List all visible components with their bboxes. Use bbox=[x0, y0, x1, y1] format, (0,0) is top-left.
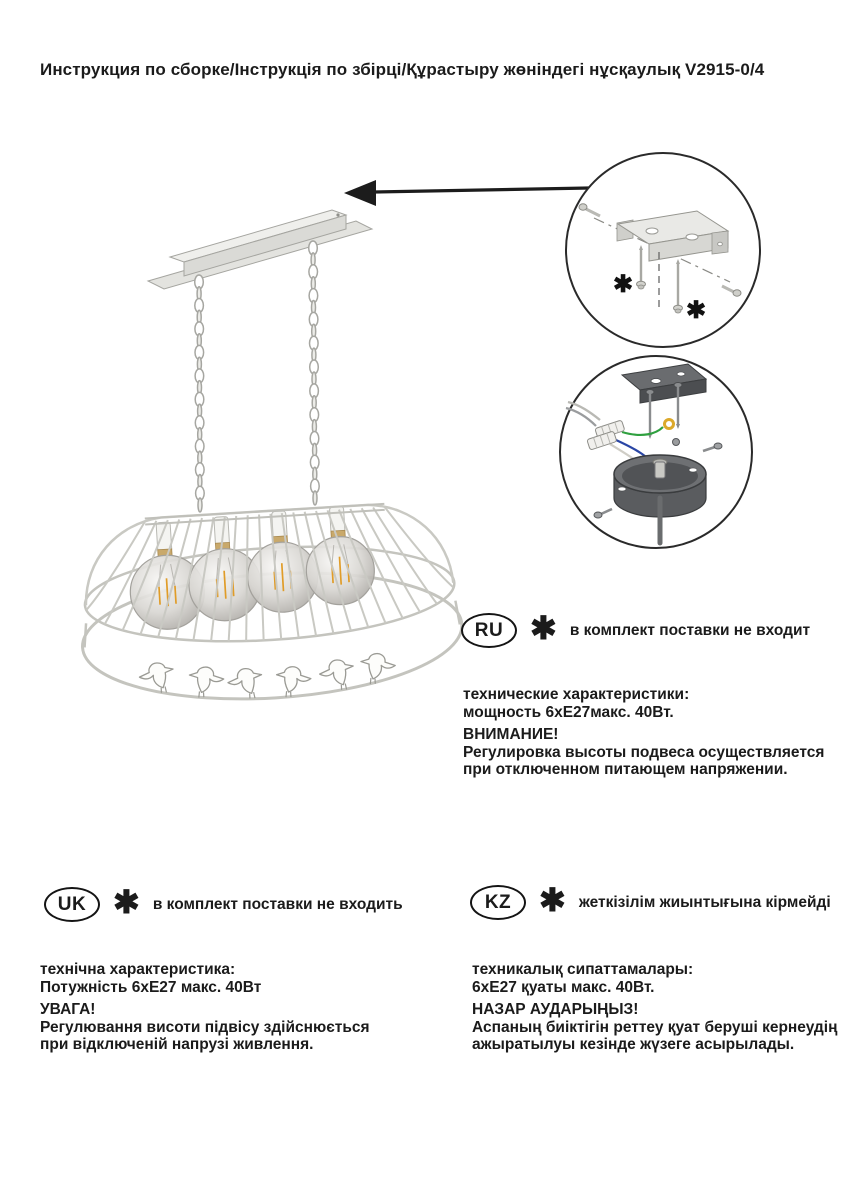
asterisk-icon: ✱ bbox=[113, 883, 140, 920]
spec-line: техникалық сипаттамалары: bbox=[472, 961, 694, 978]
not-included-note-ru: в комплект поставки не входит bbox=[569, 621, 811, 639]
asterisk-icon: ✱ bbox=[530, 609, 557, 646]
pointer-arrow bbox=[344, 180, 589, 206]
plate-screw-hole bbox=[336, 213, 339, 216]
detail-circle-mounting-bracket bbox=[566, 153, 760, 347]
bird-figurine bbox=[276, 666, 312, 698]
warning-line: Регулювання висоти підвісу здійснюється bbox=[40, 1018, 370, 1036]
language-badge-kz: KZ bbox=[470, 885, 526, 920]
warning-title: НАЗАР АУДАРЫҢЫЗ! bbox=[472, 1001, 639, 1018]
warning-title: ВНИМАНИЕ! bbox=[463, 726, 559, 743]
language-badge-ru: RU bbox=[461, 613, 517, 648]
specs-block-uk bbox=[40, 961, 370, 1054]
cord-grip bbox=[655, 462, 665, 478]
warning-title: УВАГА! bbox=[40, 1001, 96, 1018]
spec-line: 6хЕ27 қуаты макс. 40Вт. bbox=[472, 978, 655, 996]
language-badge-uk: UK bbox=[44, 887, 100, 922]
canopy-hole bbox=[618, 487, 626, 491]
cage-pendant bbox=[75, 500, 466, 710]
not-included-asterisk-icon: ✱ bbox=[613, 271, 634, 298]
bird-figurine bbox=[189, 666, 225, 698]
legend-row-kz bbox=[470, 881, 831, 920]
canopy-hole bbox=[689, 468, 697, 472]
asterisk-icon: ✱ bbox=[539, 881, 566, 918]
spec-line: технические характеристики: bbox=[463, 686, 690, 703]
ceiling-plate bbox=[148, 210, 372, 289]
detail-circle-canopy-wiring bbox=[560, 356, 752, 548]
not-included-note-kz: жеткізілім жиынтығына кірмейді bbox=[578, 893, 831, 911]
hanging-chain-left bbox=[195, 275, 205, 512]
bracket-hole bbox=[646, 228, 658, 234]
specs-block-ru bbox=[463, 686, 824, 779]
specs-block-kz bbox=[472, 961, 837, 1054]
spec-line: мощность 6хЕ27макс. 40Вт. bbox=[463, 703, 674, 721]
spec-line: Потужність 6хЕ27 макс. 40Вт bbox=[40, 978, 262, 996]
bracket-hole bbox=[686, 234, 698, 240]
hanging-chain-right bbox=[309, 241, 320, 505]
warning-line: Регулировка высоты подвеса осуществляется bbox=[463, 743, 825, 761]
warning-line: при відключеній напрузі живлення. bbox=[40, 1036, 314, 1053]
not-included-asterisk-icon: ✱ bbox=[686, 297, 707, 324]
legend-row-ru bbox=[461, 609, 811, 648]
warning-line: Аспаның биіктігін реттеу қуат беруші кернеудің bbox=[472, 1018, 838, 1036]
bird-figurine bbox=[227, 668, 263, 700]
warning-line: ажыратылуы кезінде жүзеге асырылады. bbox=[472, 1036, 795, 1053]
bird-figurine bbox=[319, 659, 355, 691]
page-title: Инструкция по сборке/Інструкція по збірці/Құрастыру жөніндегі нұсқаулық V2915-0/4 bbox=[40, 60, 765, 79]
bird-figurine bbox=[361, 653, 397, 685]
not-included-note-uk: в комплект поставки не входить bbox=[152, 895, 403, 913]
spec-line: технічна характеристика: bbox=[40, 961, 236, 978]
cage-ridge-bar bbox=[145, 504, 385, 525]
warning-line: при отключенном питающем напряжении. bbox=[463, 761, 788, 778]
nut-icon bbox=[673, 439, 680, 446]
legend-row-uk bbox=[44, 883, 403, 922]
